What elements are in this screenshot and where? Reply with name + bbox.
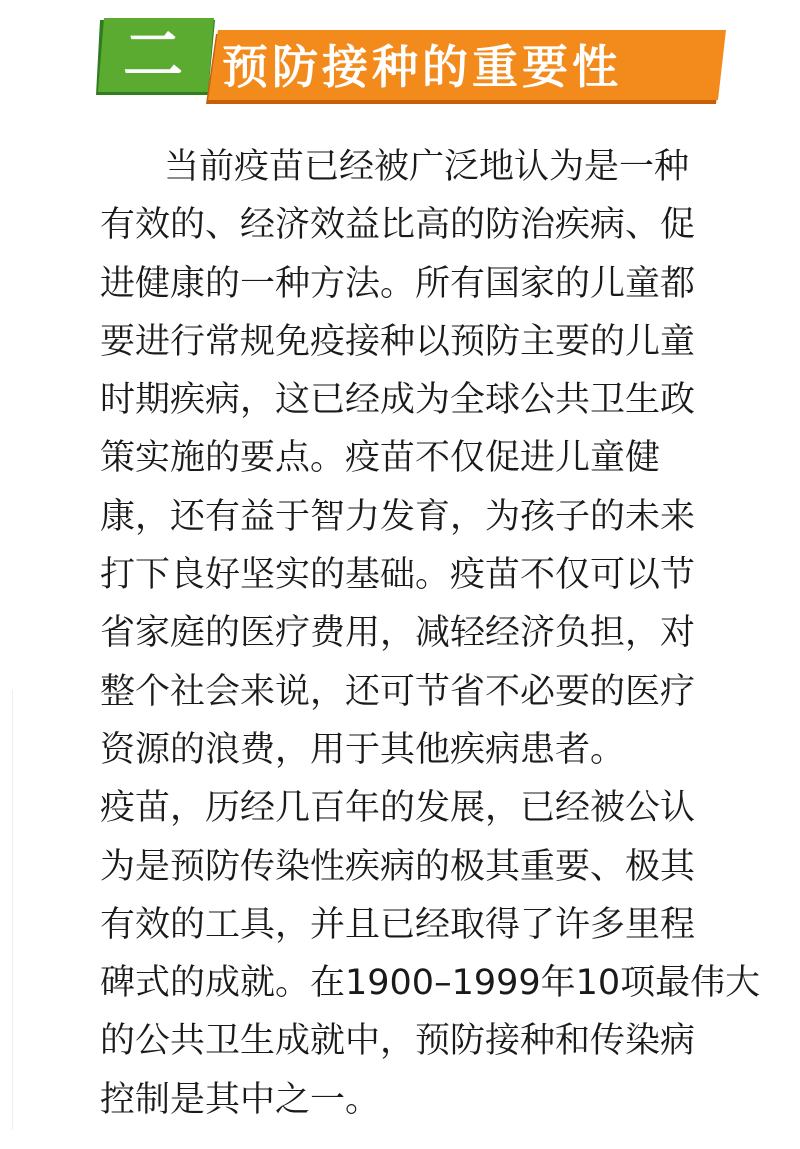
paragraph-line: 有效的工具，并且已经取得了许多里程 bbox=[100, 904, 696, 945]
section-title: 预防接种的重要性 bbox=[222, 40, 622, 94]
paragraph-line: 策实施的要点。疫苗不仅促进儿童健 bbox=[100, 438, 661, 479]
paragraph-line: 打下良好坚实的基础。疫苗不仅可以节 bbox=[100, 555, 696, 596]
paragraph-line: 要进行常规免疫接种以预防主要的儿童 bbox=[100, 321, 696, 362]
paragraph-line: 有效的、经济效益比高的防治疾病、促 bbox=[100, 205, 696, 246]
paragraph-line: 控制是其中之一。 bbox=[100, 1079, 381, 1120]
section-number: 二 bbox=[123, 21, 183, 91]
paragraph-line: 时期疾病，这已经成为全球公共卫生政 bbox=[100, 380, 696, 421]
paragraph-line: 为是预防传染性疾病的极其重要、极其 bbox=[100, 846, 696, 887]
paragraph-line: 康，还有益于智力发育，为孩子的未来 bbox=[100, 496, 696, 537]
paragraph-line: 整个社会来说，还可节省不必要的医疗 bbox=[100, 671, 696, 712]
paragraph-line: 进健康的一种方法。所有国家的儿童都 bbox=[100, 263, 696, 304]
paragraph-line: 的公共卫生成就中，预防接种和传染病 bbox=[100, 1021, 696, 1062]
page-edge-line bbox=[12, 690, 13, 1130]
paragraph-line: 疫苗，历经几百年的发展，已经被公认 bbox=[100, 788, 696, 829]
paragraph-line: 省家庭的医疗费用，减轻经济负担，对 bbox=[100, 613, 696, 654]
section-header-banner bbox=[0, 0, 800, 120]
paragraph-line: 当前疫苗已经被广泛地认为是一种 bbox=[164, 147, 690, 187]
article-body bbox=[100, 138, 761, 1129]
paragraph-line: 资源的浪费，用于其他疾病患者。 bbox=[100, 729, 626, 770]
paragraph-line: 碑式的成就。在1900–1999年10项最伟大 bbox=[100, 963, 761, 1004]
